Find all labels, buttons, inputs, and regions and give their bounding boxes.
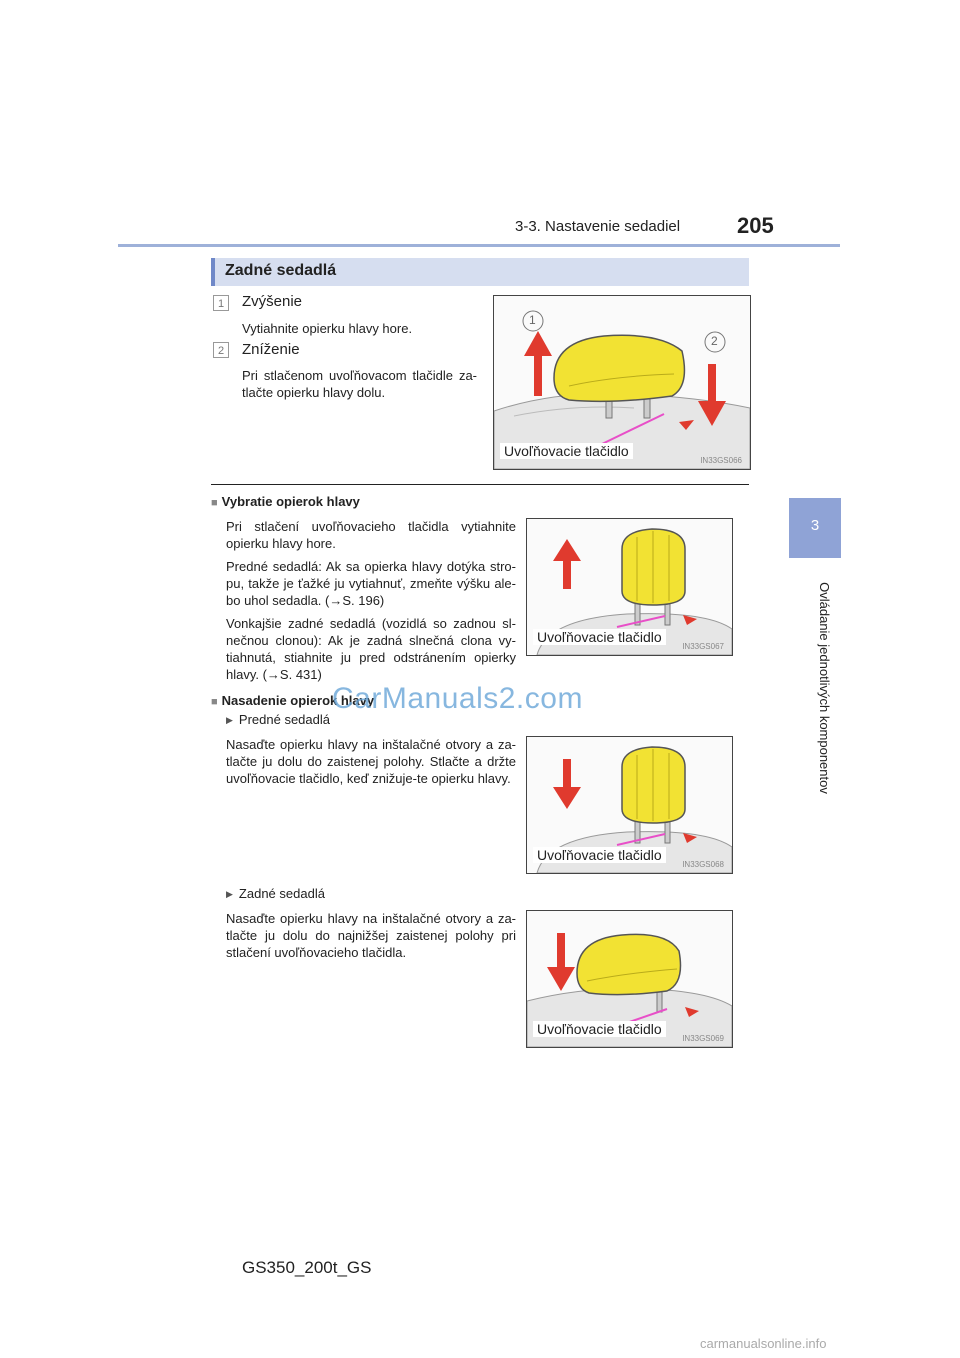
figure-front-headrest-install: [526, 736, 733, 874]
chapter-tab-label: [812, 568, 832, 808]
fig4-code: IN33GS069: [682, 1034, 724, 1043]
section-title: Zadné sedadlá: [225, 262, 337, 279]
item-body-lower: Pri stlačenom uvoľňovacom tlačidle za-tlačte opierku hlavy dolu.: [242, 368, 477, 400]
install-rear-text: Nasaďte opierku hlavy na inštalačné otvory a za-tlačte ju dolu do najnižšej zaistenej polohy pri stlačení uvoľňovacieho tlačidla.: [226, 911, 516, 960]
removal-p3: Vonkajšie zadné sedadlá (vozidlá so zadnou sl-nečnou clonou): Ak je zadná slnečná clona vy-tiahnutá, stiahnite ju pred odstránením opierky hlavy. (→S. 431): [226, 616, 516, 682]
watermark-bottom: carmanualsonline.info: [700, 1336, 827, 1351]
watermark-top: CarManuals2.com: [332, 682, 583, 715]
item-title-lower: Zníženie: [242, 341, 300, 358]
install-heading: ■ Nasadenie opierok hlavy: [211, 693, 374, 708]
item-title-raise: Zvýšenie: [242, 293, 303, 310]
fig4-caption: Uvoľňovacie tlačidlo: [533, 1021, 666, 1037]
fig1-caption: Uvoľňovacie tlačidlo: [500, 443, 633, 459]
chapter-tab: 3: [789, 498, 841, 558]
item-number-1: 1: [213, 295, 229, 311]
figure-headrest-removal: [526, 518, 733, 656]
section-divider: [211, 484, 749, 485]
fig1-callout-1: 1: [529, 313, 536, 327]
install-rear-label: ▶ Zadné sedadlá: [226, 886, 325, 901]
section-title-bar: [211, 258, 749, 286]
footer-model: GS350_200t_GS: [242, 1258, 372, 1277]
running-header-section: 3-3. Nastavenie sedadiel: [515, 218, 681, 235]
fig1-callout-2: 2: [711, 334, 718, 348]
removal-p1: Pri stlačení uvoľňovacieho tlačidla vytiahnite opierku hlavy hore.: [226, 519, 516, 551]
fig2-caption: Uvoľňovacie tlačidlo: [533, 629, 666, 645]
removal-text: [226, 518, 516, 689]
fig3-code: IN33GS068: [682, 860, 724, 869]
fig1-code: IN33GS066: [700, 456, 742, 465]
figure-rear-headrest-adjust: [493, 295, 751, 470]
removal-p2: Predné sedadlá: Ak sa opierka hlavy dotýka stro-pu, takže je ťažké ju vytiahnuť, zmeňte výšku ale-bo uhol sedadla. (→S. 196): [226, 559, 516, 608]
item-number-2: 2: [213, 342, 229, 358]
page-number: 205: [737, 213, 774, 238]
install-front-label: ▶ Predné sedadlá: [226, 712, 330, 727]
install-front-text: Nasaďte opierku hlavy na inštalačné otvory a za-tlačte ju dolu do zaistenej polohy. Stlačte a držte uvoľňovacie tlačidlo, keď znižuje-te opierku hlavy.: [226, 737, 516, 786]
fig3-caption: Uvoľňovacie tlačidlo: [533, 847, 666, 863]
header-rule: [118, 244, 840, 247]
fig2-code: IN33GS067: [682, 642, 724, 651]
item-body-raise: Vytiahnite opierku hlavy hore.: [242, 321, 413, 336]
chapter-tab-text: Ovládanie jednotlivých komponentov: [817, 582, 832, 794]
removal-heading: ■ Vybratie opierok hlavy: [211, 494, 360, 509]
figure-rear-headrest-install: [526, 910, 733, 1048]
